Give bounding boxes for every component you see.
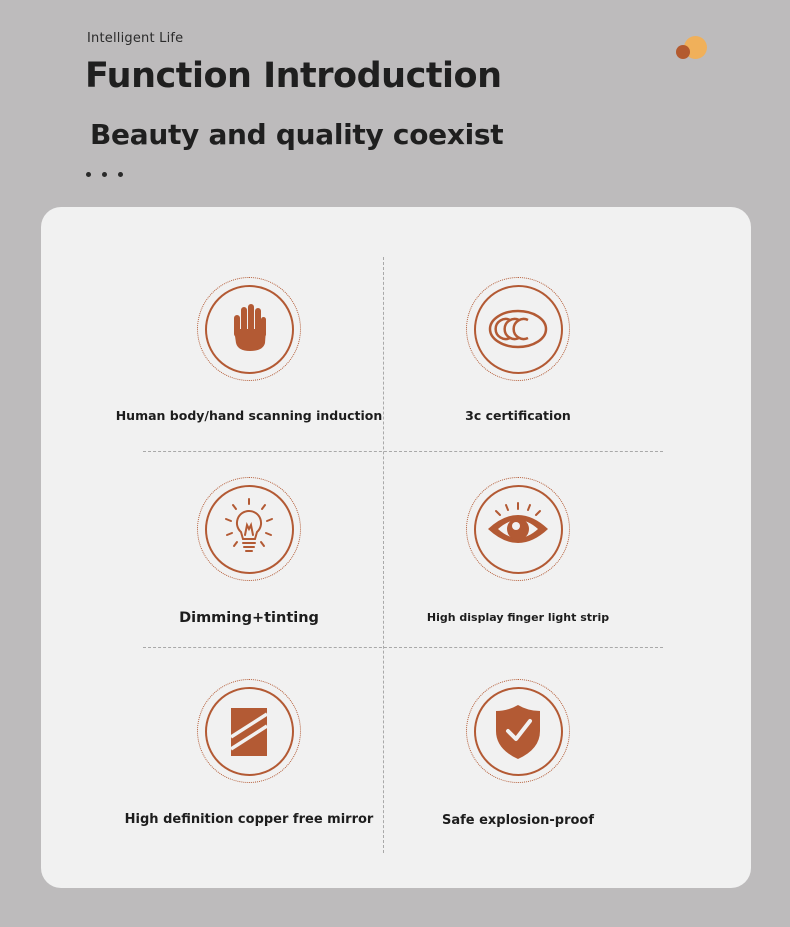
eye-icon — [466, 477, 570, 581]
feature-label: Dimming+tinting — [179, 610, 319, 626]
feature-label: High definition copper free mirror — [124, 812, 374, 827]
horizontal-divider — [143, 647, 663, 648]
mirror-icon — [197, 679, 301, 783]
page-subtitle: Beauty and quality coexist — [90, 118, 504, 151]
feature-item — [353, 679, 683, 828]
ccc-certification-icon — [466, 277, 570, 381]
decorative-dots — [86, 172, 123, 177]
feature-card — [41, 207, 751, 888]
feature-label: 3c certification — [465, 408, 571, 423]
feature-label: Safe explosion-proof — [441, 813, 595, 828]
header-kicker: Intelligent Life — [87, 31, 184, 46]
horizontal-divider — [143, 451, 663, 452]
feature-label: High display finger light strip — [426, 611, 610, 624]
feature-item — [353, 277, 683, 423]
hand-icon — [197, 277, 301, 381]
feature-item — [353, 477, 683, 624]
feature-label: Human body/hand scanning induction — [115, 408, 383, 423]
page-title: Function Introduction — [85, 56, 502, 96]
shield-check-icon — [466, 679, 570, 783]
light-bulb-icon — [197, 477, 301, 581]
brand-logo-dot-small — [676, 45, 690, 59]
